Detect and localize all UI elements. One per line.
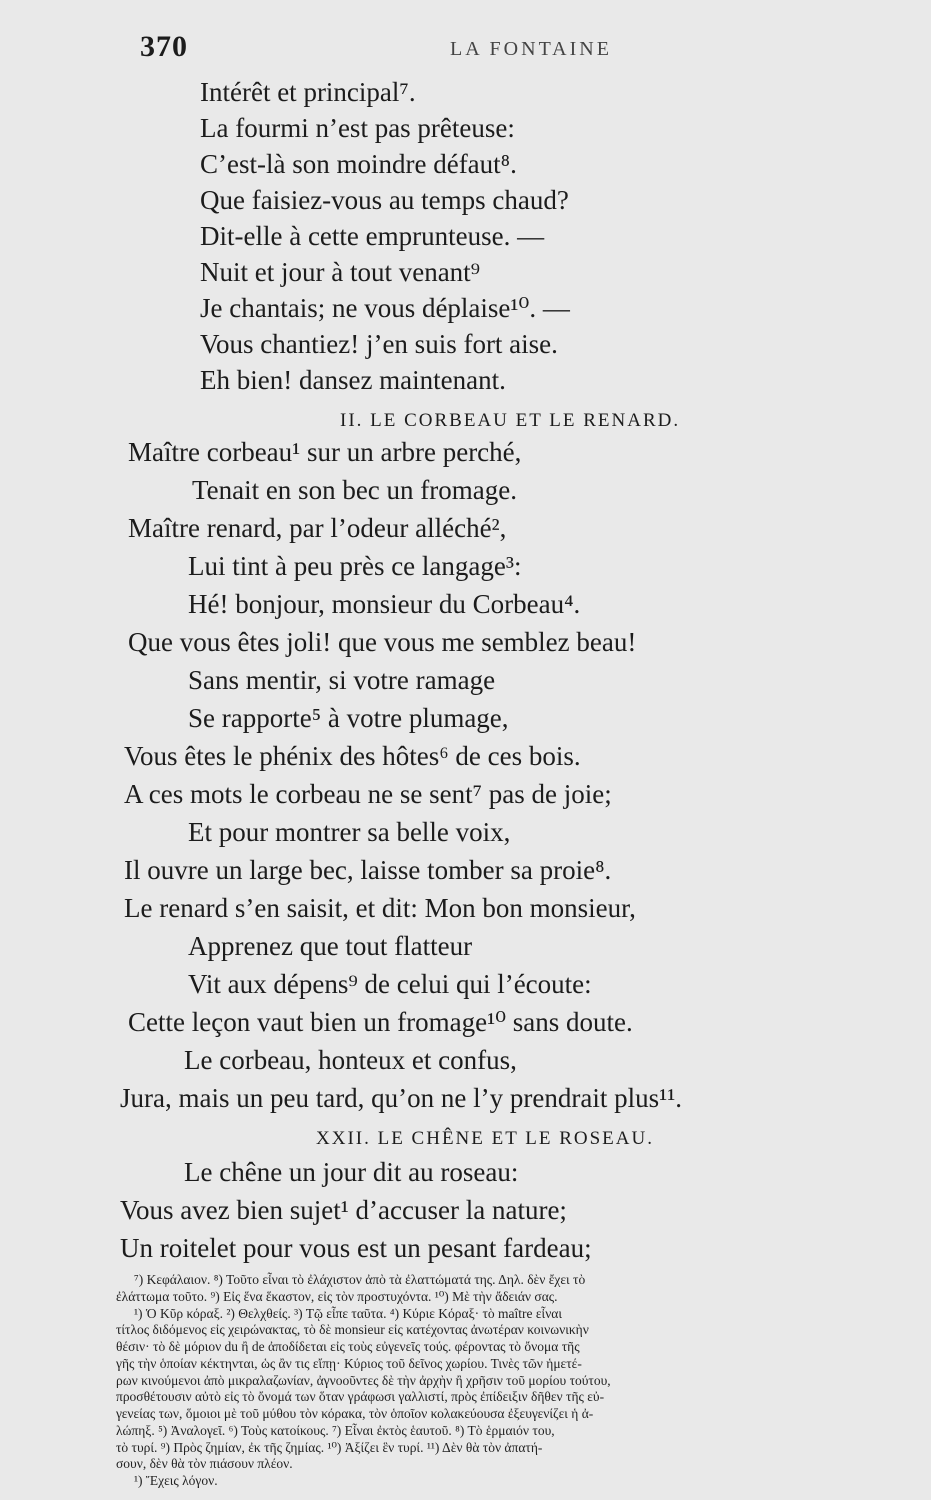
verse-line: Le corbeau, honteux et confus, bbox=[184, 1045, 517, 1075]
footnote-line: ἐλάττωμα τοῦτο. ⁹) Εἰς ἕνα ἕκαστον, εἰς τὸν προστυχόντα. ¹⁰) Μὲ τὴν ἄδειάν σας. bbox=[116, 1288, 558, 1304]
verse-line: Que vous êtes joli! que vous me semblez beau! bbox=[128, 627, 637, 657]
fable-title-chene-roseau: XXII. LE CHÊNE ET LE ROSEAU. bbox=[316, 1128, 654, 1149]
footnote-line: ⁷) Κεφάλαιον. ⁸) Τοῦτο εἶναι τὸ ἐλάχιστον ἀπὸ τὰ ἐλαττώματά της. Δηλ. δὲν ἔχει τὸ bbox=[134, 1272, 586, 1287]
verse-line: Hé! bonjour, monsieur du Corbeau⁴. bbox=[188, 589, 581, 619]
verse-line: Intérêt et principal⁷. bbox=[200, 77, 416, 107]
verse-line: Apprenez que tout flatteur bbox=[188, 931, 473, 961]
verse-line: A ces mots le corbeau ne se sent⁷ pas de joie; bbox=[124, 779, 612, 809]
verse-line: Maître renard, par l’odeur alléché², bbox=[128, 513, 507, 543]
verse-line: Tenait en son bec un fromage. bbox=[192, 475, 517, 505]
footnote-line: σουν, δὲν θὰ τὸν πιάσουν πλέον. bbox=[116, 1456, 293, 1472]
footnote-line: τὸ τυρί. ⁹) Πρὸς ζημίαν, ἐκ τῆς ζημίας. ¹⁰) Ἀξίζει ἓν τυρί. ¹¹) Δὲν θὰ τὸν ἀπατή- bbox=[116, 1439, 543, 1455]
verse-line: Sans mentir, si votre ramage bbox=[188, 665, 496, 695]
verse-line: Vous avez bien sujet¹ d’accuser la nature; bbox=[120, 1195, 567, 1225]
verse-line: Lui tint à peu près ce langage³: bbox=[188, 551, 522, 581]
footnote-line: λώπηξ. ⁵) Ἀναλογεῖ. ⁶) Τοὺς κατοίκους. ⁷) Εἶναι ἐκτὸς ἑαυτοῦ. ⁸) Τὸ ἑρμαιόν του, bbox=[116, 1422, 555, 1438]
verse-line: Un roitelet pour vous est un pesant fardeau; bbox=[120, 1233, 592, 1263]
footnote-line: γῆς τὴν ὁποίαν κέκτηνται, ὡς ἂν τις εἴπῃ· Κύριος τοῦ δεῖνος χωρίου. Τινὲς τῶν ἡμετέ- bbox=[116, 1355, 582, 1371]
verse-line: Je chantais; ne vous déplaise¹⁰. — bbox=[200, 293, 570, 323]
footnote-line: προσθέτουσιν αὐτὸ εἰς τὸ ὄνομά των ὅταν γράφωσι γαλλιστί, πρὸς ἐπίδειξιν δῆθεν τῆς εὐ- bbox=[116, 1389, 605, 1405]
page-number: 370 bbox=[140, 30, 188, 63]
verse-line: Dit-elle à cette emprunteuse. — bbox=[200, 221, 545, 251]
footnote-line: γενείας των, ὅμοιοι μὲ τοῦ μύθου τὸν κόρακα, τὸν ὁποῖον κολακεύουσα ἐξευγενίζει ἡ ἀ- bbox=[116, 1406, 594, 1422]
verse-line: Il ouvre un large bec, laisse tomber sa proie⁸. bbox=[124, 855, 612, 885]
verse-line: Que faisiez-vous au temps chaud? bbox=[200, 185, 569, 215]
footnote-line: ¹) Ὁ Κῦρ κόραξ. ²) Θελχθείς. ³) Τῷ εἶπε ταῦτα. ⁴) Κύριε Κόραξ· τὸ maître εἶναι bbox=[134, 1305, 562, 1321]
verse-line: Cette leçon vaut bien un fromage¹⁰ sans doute. bbox=[128, 1007, 633, 1037]
verse-line: Jura, mais un peu tard, qu’on ne l’y prendrait plus¹¹. bbox=[120, 1083, 683, 1113]
verse-line: Et pour montrer sa belle voix, bbox=[188, 817, 511, 847]
verse-line: Vous êtes le phénix des hôtes⁶ de ces bois. bbox=[124, 741, 581, 771]
footnote-line: ¹) Ἔχεις λόγον. bbox=[134, 1473, 218, 1489]
verse-line: Vous chantiez! j’en suis fort aise. bbox=[200, 329, 558, 359]
page-header bbox=[140, 30, 860, 70]
verse-line: Le chêne un jour dit au roseau: bbox=[184, 1157, 519, 1187]
fable-title-corbeau-renard: II. LE CORBEAU ET LE RENARD. bbox=[340, 410, 681, 431]
verse-line: Maître corbeau¹ sur un arbre perché, bbox=[128, 437, 522, 467]
verse-line: C’est-là son moindre défaut⁸. bbox=[200, 149, 517, 179]
footnote-line: τίτλος διδόμενος εἰς χειρώνακτας, τὸ δὲ monsieur εἰς κατέχοντας ἀνωτέραν κοινωνικὴν bbox=[116, 1322, 589, 1338]
verse-line: La fourmi n’est pas prêteuse: bbox=[200, 113, 515, 143]
verse-line: Se rapporte⁵ à votre plumage, bbox=[188, 703, 509, 733]
footnote-line: ρων κινούμενοι ἀπὸ μικραλαζωνίαν, ἀγνοοῦντες δὲ τὴν ἀρχὴν ἢ χρῆσιν τοῦ μορίου τούτου, bbox=[116, 1372, 611, 1388]
verse-line: Nuit et jour à tout venant⁹ bbox=[200, 257, 481, 287]
footnote-line: θέσιν· τὸ δὲ μόριον du ἢ de ἀποδίδεται εἰς τοὺς εὐγενεῖς τούς. φέροντας τὸ ὄνομα τῆς bbox=[116, 1339, 580, 1355]
running-title: LA FONTAINE bbox=[450, 38, 612, 60]
verse-line: Le renard s’en saisit, et dit: Mon bon monsieur, bbox=[124, 893, 636, 923]
verse-line: Eh bien! dansez maintenant. bbox=[200, 365, 506, 395]
verse-line: Vit aux dépens⁹ de celui qui l’écoute: bbox=[188, 969, 592, 999]
